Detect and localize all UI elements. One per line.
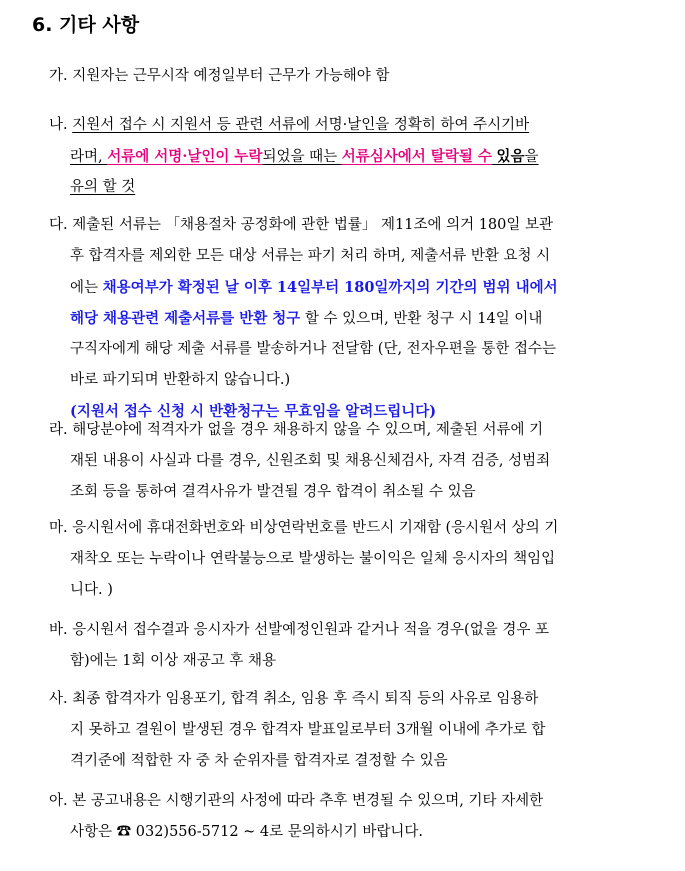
item-da-line-1: 다. 제출된 서류는 「채용절차 공정화에 관한 법률」 제11조에 의거 180일 보관 (49, 217, 554, 233)
item-na-highlight-rejection: 서류심사에서 탈락될 수 (341, 148, 492, 165)
item-na-bold-word: 있음 (496, 148, 525, 165)
item-a-line-1: 아. 본 공고내용은 시행기관의 사정에 따라 추후 변경될 수 있으며, 기타 자세한 (49, 793, 544, 809)
item-na-line-2-b: 되었을 때는 (262, 149, 342, 165)
item-na-line-3 (49, 172, 659, 203)
item-da-line-2: 후 합격자를 제외한 모든 대상 서류는 파기 처리 하며, 제출서류 반환 요청 시 (70, 248, 551, 264)
item-sa-line-2: 지 못하고 결원이 발생된 경우 합격자 발표일로부터 3개월 이내에 추가로 합 (70, 722, 546, 738)
list-item-ma (49, 513, 659, 606)
item-na-line-2 (49, 141, 659, 172)
item-ma-line-2: 재착오 또는 누락이나 연락불능으로 발생하는 불이익은 일체 응시자의 책임입 (70, 551, 556, 567)
item-da-highlight-period: 채용여부가 확정된 날 이후 14일부터 180일까지의 기간의 범위 내에서 (102, 279, 558, 296)
item-na-marker: 나. (49, 117, 73, 133)
item-ba-line-1: 바. 응시원서 접수결과 응시자가 선발예정인원과 같거나 적을 경우(없을 경우 포 (49, 622, 549, 638)
list-item-a (49, 786, 659, 848)
list-item-ga (49, 61, 659, 92)
section-heading: 6. 기타 사항 (32, 14, 140, 36)
item-ra-line-1: 라. 해당분야에 적격자가 없을 경우 채용하지 않을 수 있으며, 제출된 서류에 기 (49, 422, 544, 438)
item-na-line-2-a: 라며, (70, 149, 108, 165)
item-sa-line-3: 격기준에 적합한 자 중 차 순위자를 합격자로 결정할 수 있음 (70, 753, 448, 769)
item-na-line-1-text: 지원서 접수 시 지원서 등 관련 서류에 서명·날인을 정확히 하여 주시기바 (72, 117, 530, 133)
item-na-highlight-omission: 서류에 서명·날인이 누락 (107, 148, 263, 165)
item-ra-line-2: 재된 내용이 사실과 다를 경우, 신원조회 및 채용신체검사, 자격 검증, 성범죄 (70, 453, 551, 469)
item-da-line-3-a: 에는 (70, 280, 103, 296)
item-da-line-3 (49, 272, 659, 303)
list-item-ra (49, 415, 659, 508)
item-sa-line-1: 사. 최종 합격자가 임용포기, 합격 취소, 임용 후 즉시 퇴직 등의 사유로 임용하 (49, 691, 539, 707)
list-item-na (49, 110, 659, 203)
list-item-ba (49, 615, 659, 677)
item-ba-line-2: 함)에는 1회 이상 재공고 후 채용 (70, 653, 277, 669)
item-ga-line-1: 가. 지원자는 근무시작 예정일부터 근무가 가능해야 함 (49, 68, 390, 84)
item-ma-line-3: 니다. ) (70, 582, 113, 598)
item-na-line-1 (49, 110, 659, 141)
item-da-line-6: 바로 파기되며 반환하지 않습니다.) (70, 372, 291, 388)
item-a-line-2: 사항은 ☎ 032)556-5712 ~ 4로 문의하시기 바랍니다. (70, 824, 424, 840)
item-da-line-4-b: 할 수 있으며, 반환 청구 시 14일 이내 (300, 311, 543, 327)
item-da-line-5: 구직자에게 해당 제출 서류를 발송하거나 전달함 (단, 전자우편을 통한 접수는 (70, 341, 556, 357)
item-da-notice: (지원서 접수 신청 시 반환청구는 무효임을 알려드립니다) (70, 403, 437, 420)
item-ma-line-1: 마. 응시원서에 휴대전화번호와 비상연락번호를 반드시 기재함 (응시원서 상의 기 (49, 520, 559, 536)
item-da-highlight-return: 해당 채용관련 제출서류를 반환 청구 (70, 310, 301, 327)
item-na-line-2-d: 을 (524, 149, 539, 165)
list-item-sa (49, 684, 659, 777)
item-da-line-4 (49, 303, 659, 334)
list-item-da (49, 210, 659, 427)
item-ra-line-3: 조회 등을 통하여 결격사유가 발견될 경우 합격이 취소될 수 있음 (70, 484, 476, 500)
item-na-line-3-text: 유의 할 것 (70, 179, 136, 195)
